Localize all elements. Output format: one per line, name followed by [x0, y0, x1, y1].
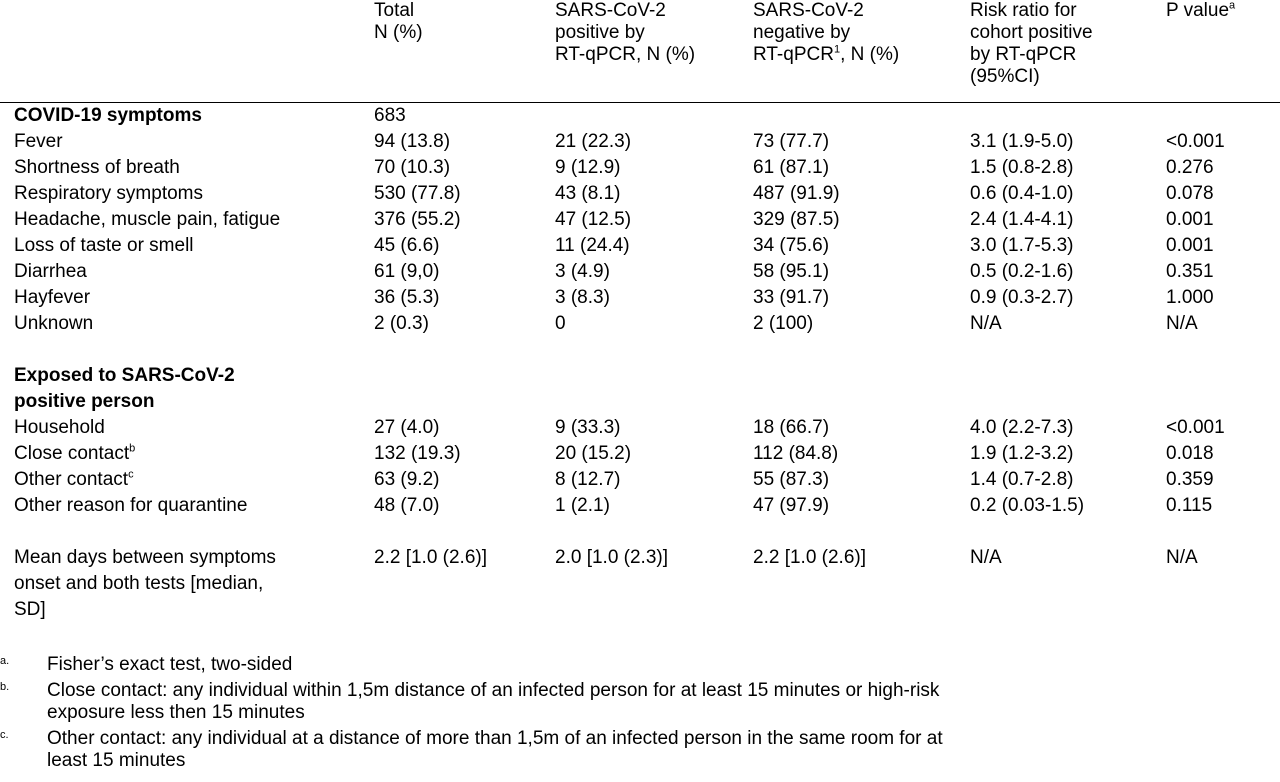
cell-total: 94 (13.8) — [374, 131, 451, 152]
cell-risk-ratio: 0.5 (0.2-1.6) — [970, 261, 1074, 282]
cell-negative: 18 (66.7) — [753, 417, 830, 438]
header-positive-line: positive by — [555, 22, 645, 43]
header-p-value-text: P value — [1166, 0, 1230, 21]
row-label-line: onset and both tests [median, — [14, 573, 264, 594]
header-p-value-line — [1166, 0, 1235, 22]
header-positive-line: RT-qPCR, N (%) — [555, 44, 696, 65]
table-row — [0, 233, 1280, 259]
cell-negative: 47 (97.9) — [753, 495, 830, 516]
row-label-text: Close contact — [14, 443, 130, 464]
header-negative-text: , N (%) — [840, 44, 900, 65]
row-label: Unknown — [14, 313, 94, 334]
cell-total: 2.2 [1.0 (2.6)] — [374, 547, 488, 568]
row-label: Headache, muscle pain, fatigue — [14, 209, 281, 230]
row-label: Shortness of breath — [14, 157, 180, 178]
cell-p-value: 0.001 — [1166, 235, 1214, 256]
row-label-line: SD] — [14, 599, 46, 620]
cell-positive: 11 (24.4) — [555, 235, 630, 256]
spacer — [0, 337, 1280, 363]
cell-risk-ratio: N/A — [970, 547, 1002, 568]
header-negative-text: RT-qPCR — [753, 44, 834, 65]
cell-negative: 329 (87.5) — [753, 209, 840, 230]
cell-total: 70 (10.3) — [374, 157, 451, 178]
table-row — [0, 207, 1280, 233]
table-row — [0, 155, 1280, 181]
section-title: positive person — [14, 391, 155, 412]
row-label — [14, 467, 134, 493]
cell-total: 376 (55.2) — [374, 209, 461, 230]
footnote-text — [47, 654, 1280, 676]
cell-negative: 55 (87.3) — [753, 469, 830, 490]
cell-total: 530 (77.8) — [374, 183, 461, 204]
cell-negative: 112 (84.8) — [753, 443, 839, 464]
header-risk-ratio-line: (95%CI) — [970, 66, 1040, 87]
header-total-line: N (%) — [374, 22, 423, 43]
section-row-symptoms — [0, 103, 1280, 129]
footnote-ref: b — [129, 442, 136, 455]
cell-negative: 2 (100) — [753, 313, 814, 334]
cell-positive: 9 (12.9) — [555, 157, 621, 178]
row-label: Loss of taste or smell — [14, 235, 194, 256]
footnote-mark: b. — [0, 681, 10, 693]
row-label — [14, 415, 105, 441]
header-risk-ratio-line: cohort positive — [970, 22, 1093, 43]
cell-negative: 33 (91.7) — [753, 287, 830, 308]
cell-positive: 0 — [555, 313, 566, 334]
header-p-value — [1166, 0, 1235, 22]
cell-p-value: N/A — [1166, 313, 1198, 334]
cell-negative: 58 (95.1) — [753, 261, 830, 282]
footnote-line: Close contact: any individual within 1,5m distance of an infected person for at least 15 minutes or high-risk — [47, 680, 940, 701]
header-negative-line: SARS-CoV-2 — [753, 0, 864, 21]
footnote-line: Other contact: any individual at a distance of more than 1,5m of an infected person in the same room for at — [47, 728, 943, 749]
header-total — [374, 0, 423, 44]
cell-p-value: 0.001 — [1166, 209, 1214, 230]
table-row — [0, 493, 1280, 519]
header-negative-line: negative by — [753, 22, 851, 43]
cell-total: 36 (5.3) — [374, 287, 440, 308]
table-body — [0, 103, 1280, 623]
header-risk-ratio-line: by RT-qPCR — [970, 44, 1077, 65]
cell-negative: 73 (77.7) — [753, 131, 830, 152]
table-row — [0, 441, 1280, 467]
cell-risk-ratio: 2.4 (1.4-4.1) — [970, 209, 1074, 230]
cell-risk-ratio: 0.9 (0.3-2.7) — [970, 287, 1074, 308]
cell-p-value: 0.276 — [1166, 157, 1214, 178]
cell-p-value: 0.018 — [1166, 443, 1214, 464]
footnote-line: Fisher’s exact test, two-sided — [47, 654, 293, 675]
section-row-exposed — [0, 363, 1280, 389]
footnote-ref: a — [1229, 0, 1236, 12]
cell-total: 132 (19.3) — [374, 443, 461, 464]
footnote-ref: 1 — [833, 43, 841, 56]
cell-risk-ratio: 4.0 (2.2-7.3) — [970, 417, 1074, 438]
cell-positive: 8 (12.7) — [555, 469, 621, 490]
header-negative — [753, 0, 899, 66]
section-title: COVID-19 symptoms — [14, 105, 202, 126]
row-label: Fever — [14, 131, 63, 152]
table-row — [0, 285, 1280, 311]
cell-positive: 47 (12.5) — [555, 209, 632, 230]
row-label: Respiratory symptoms — [14, 183, 203, 204]
cell-positive: 2.0 [1.0 (2.3)] — [555, 547, 669, 568]
section-total: 683 — [374, 105, 406, 126]
footnote-text — [47, 728, 1280, 772]
cell-total: 45 (6.6) — [374, 235, 440, 256]
cell-positive: 20 (15.2) — [555, 443, 632, 464]
cell-total: 2 (0.3) — [374, 313, 429, 334]
table-row — [0, 129, 1280, 155]
footnote — [0, 728, 1280, 772]
spacer — [0, 519, 1280, 545]
cell-risk-ratio: 3.1 (1.9-5.0) — [970, 131, 1074, 152]
table-row — [0, 259, 1280, 285]
cell-risk-ratio: 0.2 (0.03-1.5) — [970, 495, 1085, 516]
table-row — [0, 415, 1280, 441]
cell-p-value: <0.001 — [1166, 417, 1225, 438]
cell-positive: 9 (33.3) — [555, 417, 621, 438]
footnote-ref: c — [128, 468, 134, 481]
cell-risk-ratio: 0.6 (0.4-1.0) — [970, 183, 1074, 204]
footnotes — [0, 654, 1280, 776]
cell-negative: 2.2 [1.0 (2.6)] — [753, 547, 867, 568]
header-negative-line — [753, 44, 899, 66]
symptom-rows — [0, 129, 1280, 337]
cell-risk-ratio: 1.5 (0.8-2.8) — [970, 157, 1074, 178]
footnote — [0, 654, 1280, 676]
cell-risk-ratio: N/A — [970, 313, 1002, 334]
cell-risk-ratio: 3.0 (1.7-5.3) — [970, 235, 1074, 256]
row-label-text: Other reason for quarantine — [14, 495, 248, 516]
row-label — [14, 441, 135, 467]
row-label-text: Other contact — [14, 469, 129, 490]
cell-positive: 43 (8.1) — [555, 183, 621, 204]
row-label: Diarrhea — [14, 261, 87, 282]
cell-p-value: 0.078 — [1166, 183, 1214, 204]
cell-positive: 3 (8.3) — [555, 287, 610, 308]
footnote-line: least 15 minutes — [47, 750, 186, 771]
cell-risk-ratio: 1.4 (0.7-2.8) — [970, 469, 1074, 490]
row-label — [14, 545, 276, 623]
header-risk-ratio-line: Risk ratio for — [970, 0, 1077, 21]
footnote-mark: c. — [0, 729, 9, 741]
header-risk-ratio — [970, 0, 1093, 88]
cell-total: 61 (9,0) — [374, 261, 440, 282]
footnote — [0, 680, 1280, 724]
cell-risk-ratio: 1.9 (1.2-3.2) — [970, 443, 1074, 464]
section-row-exposed-cont — [0, 389, 1280, 415]
cell-p-value: N/A — [1166, 547, 1198, 568]
cell-p-value: 0.115 — [1166, 495, 1213, 516]
table-row — [0, 181, 1280, 207]
cell-total: 63 (9.2) — [374, 469, 440, 490]
header-positive-line: SARS-CoV-2 — [555, 0, 666, 21]
footnote-line: exposure less then 15 minutes — [47, 702, 305, 723]
cell-negative: 61 (87.1) — [753, 157, 830, 178]
row-label-line: Mean days between symptoms — [14, 547, 276, 568]
row-label: Hayfever — [14, 287, 91, 308]
header-total-line: Total — [374, 0, 415, 21]
cell-p-value: 0.351 — [1166, 261, 1214, 282]
header-positive — [555, 0, 695, 66]
cell-p-value: 0.359 — [1166, 469, 1214, 490]
cell-positive: 1 (2.1) — [555, 495, 610, 516]
footnote-text — [47, 680, 1280, 724]
cell-positive: 21 (22.3) — [555, 131, 632, 152]
cell-total: 48 (7.0) — [374, 495, 440, 516]
table-header — [0, 0, 1280, 103]
table-row-mean-days — [0, 545, 1280, 623]
cell-total: 27 (4.0) — [374, 417, 440, 438]
cell-negative: 487 (91.9) — [753, 183, 840, 204]
cell-positive: 3 (4.9) — [555, 261, 610, 282]
cell-negative: 34 (75.6) — [753, 235, 830, 256]
section-title: Exposed to SARS-CoV-2 — [14, 365, 235, 386]
exposed-rows — [0, 415, 1280, 519]
table-row — [0, 311, 1280, 337]
footnote-mark: a. — [0, 655, 10, 667]
cell-p-value: 1.000 — [1166, 287, 1214, 308]
cell-p-value: <0.001 — [1166, 131, 1225, 152]
table-row — [0, 467, 1280, 493]
row-label — [14, 493, 247, 519]
row-label-text: Household — [14, 417, 105, 438]
